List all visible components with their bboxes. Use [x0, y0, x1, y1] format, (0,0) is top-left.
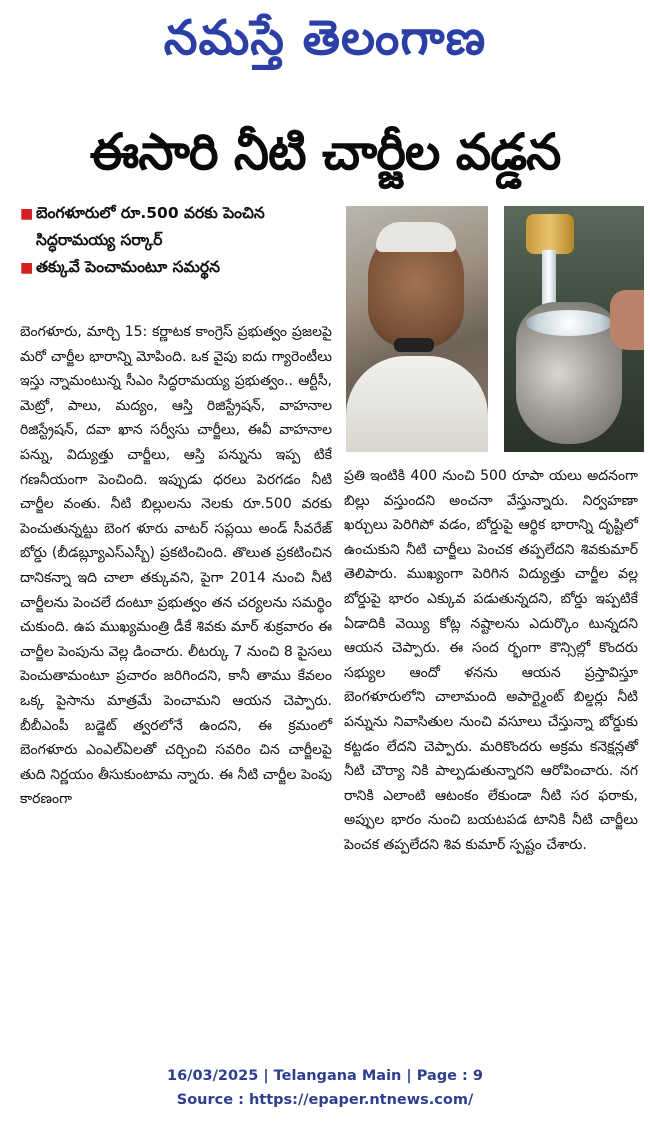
footer-source-link[interactable]: Source : https://epaper.ntnews.com/	[176, 1092, 474, 1108]
bullet-text: బెంగళూరులో రూ.500 వరకు పెంచిన సిద్ధరామయ్య సర్కార్	[36, 204, 265, 249]
photo-politician	[346, 206, 488, 452]
bullet-text: తక్కువే పెంచామంటూ సమర్థన	[36, 258, 221, 276]
article-column-2: ప్రతి ఇంటికి 400 నుంచి 500 రూపా యలు అదనంగా బిల్లు వస్తుందని అంచనా వేస్తున్నారు. నిర్వహణా ఖర్చులు పెరిగిపో వడం, బోర్డుపై ఆర్థిక భారాన్ని దృష్టిలో ఉంచుకుని నీటి చార్జీలు పెంచక తప్పలేదని శివకుమార్ తెలిపారు. ముఖ్యంగా పెరిగిన విద్యుత్తు చార్జీల వల్ల బోర్డుపై భారం ఎక్కువ పడుతున్నదని, బోర్డు ఇప్పటికే ఏడాదికి వెయ్యి కోట్ల నష్టాలను ఎదుర్కొం టున్నదని ఆయన చెప్పారు. ఈ సంద ర్భంగా కౌన్సిల్లో కొందరు సభ్యుల ఆందో ళనను ఆయన ప్రస్తావిస్తూ బెంగళూరులోని చాలామంది అపార్ట్మెంట్ బిల్డర్లు నీటి పన్నును నివాసితుల నుంచి వసూలు చేస్తున్నా బోర్డుకు కట్టడం లేదని చెప్పారు. మరికొందరు అక్రమ కనెక్షన్లతో నీటి చౌర్యా నికి పాల్పడుతున్నారని ఆరోపించారు. నగ రానికి ఎలాంటి ఆటంకం లేకుండా నీటి సర ఫరాకు, అప్పుల భారం నుంచి బయటపడ టానికి నీటి చార్జీలు పెంచక తప్పలేదని శివ కుమార్ స్పష్టం చేశారు.	[344, 468, 638, 853]
bullet-item	[20, 200, 340, 254]
footer-date-page: 16/03/2025 | Telangana Main | Page : 9	[166, 1068, 483, 1084]
bullet-square-icon: ■	[20, 260, 34, 276]
bullet-square-icon: ■	[20, 206, 34, 222]
masthead-logo: నమస్తే తెలంగాణ	[163, 10, 487, 66]
bullet-item	[20, 254, 340, 282]
headline: ఈసారి నీటి చార్జీల వడ్డన	[89, 123, 561, 181]
subheading-bullets	[20, 200, 340, 282]
article-column-1: బెంగళూరు, మార్చి 15: కర్ణాటక కాంగ్రెస్ ప్రభుత్వం ప్రజలపై మరో చార్జీల భారాన్ని మోపింది. ఒక వైపు ఐదు గ్యారెంటీలు ఇస్తు న్నామంటున్న సీఎం సిద్ధరామయ్య ప్రభుత్వం.. ఆర్టీసీ, మెట్రో, పాలు, మద్యం, ఆస్తి రిజిస్ట్రేషన్, వాహనాల రిజిస్ట్రేషన్, దవా ఖాన సర్వీసు చార్జీలు, ఈవీ వాహనాల పన్ను, విద్యుత్తు చార్జీలు, ఆస్తి పన్నును ఇప్ప టికే గణనీయంగా పెంచింది. ఇప్పుడు ధరలు పెరగడం నీటి చార్జీల వంతు. నీటి బిల్లులను నెలకు రూ.500 వరకు పెంచుతున్నట్టు బెంగ ళూరు వాటర్ సప్లయి అండ్ సీవరేజ్ బోర్డు (బీడబ్ల్యూఎస్ఎస్బీ) ప్రకటించింది. తొలుత ప్రకటించిన దానికన్నా ఇది చాలా తక్కువని, పైగా 2014 నుంచి నీటి చార్జీలను పెంచలే దంటూ ప్రభుత్వం తన చర్యలను సమర్థిం చుకుంది. ఉప ముఖ్యమంత్రి డీకే శివకు మార్ శుక్రవారం ఈ చార్జీల పెంపును వెల్ల డించారు. లీటర్కు 7 నుంచి 8 పైసలు పెంచుతామంటూ ప్రచారం జరిగిందని, కానీ తాము కేవలం ఒక్క పైసాను మాత్రమే పెంచామని ఆయన చెప్పారు. బీబీఎంపీ బడ్జెట్ త్వరలోనే ఉందని, ఈ క్రమంలో బెంగళూరు ఎంఎల్ఏలతో చర్చించి సవరిం చిన చార్జీలపై తుది నిర్ణయం తీసుకుంటామ న్నారు. ఈ నీటి చార్జీల పెంపు కారణంగా	[20, 324, 332, 808]
photo-water-pot	[504, 206, 644, 452]
